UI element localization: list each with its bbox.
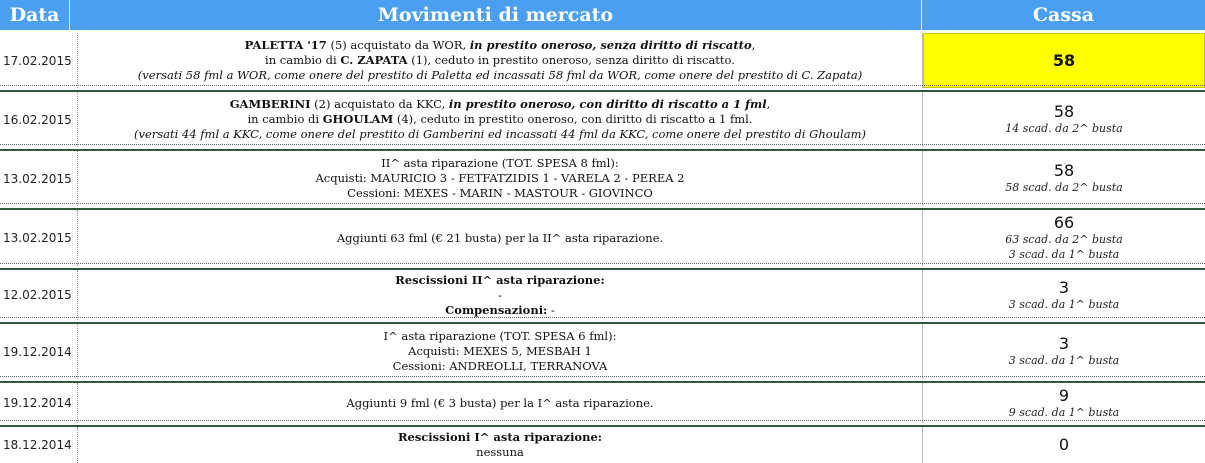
header-cassa[interactable]: Cassa xyxy=(922,0,1205,30)
cassa-note: 9 scad. da 1^ busta xyxy=(1008,405,1120,419)
loan-terms: in prestito oneroso, con diritto di riscatto a 1 fml xyxy=(448,97,767,111)
cassa-note: 63 scad. da 2^ busta xyxy=(1005,233,1123,246)
movement-line xyxy=(78,53,922,68)
table-row[interactable] xyxy=(0,151,1205,206)
movement-cell[interactable] xyxy=(78,324,923,379)
movement-line xyxy=(78,97,922,112)
cassa-cell[interactable] xyxy=(923,210,1205,266)
cassa-cell[interactable] xyxy=(923,383,1205,423)
cassa-value: 0 xyxy=(1058,435,1070,454)
movement-cell[interactable] xyxy=(78,33,923,88)
cassa-note: 3 scad. da 1^ busta xyxy=(1008,248,1120,261)
movement-note: (versati 44 fml a KKC, come onere del prestito di Gamberini ed incassati 44 fml da KKC, come onere del prestito di Ghoulam) xyxy=(134,127,866,141)
section-title: Rescissioni II^ asta riparazione: xyxy=(395,272,605,287)
player-name: GHOULAM xyxy=(322,112,394,126)
movement-text: (5) acquistato da WOR, xyxy=(326,38,470,52)
movement-cell[interactable] xyxy=(78,270,923,320)
movement-note: (versati 58 fml a WOR, come onere del prestito di Paletta ed incassati 58 fml da WOR, come onere del prestito di C. Zapata) xyxy=(137,68,863,82)
movement-cell[interactable] xyxy=(78,151,923,206)
movement-cell[interactable] xyxy=(78,92,923,147)
cassa-value: 3 xyxy=(1058,277,1070,297)
movement-text: in cambio di xyxy=(265,53,341,67)
movement-line: II^ asta riparazione (TOT. SPESA 8 fml): xyxy=(381,156,619,170)
cassa-note: 3 scad. da 1^ busta xyxy=(1008,354,1120,367)
table-row[interactable] xyxy=(0,383,1205,423)
table-row[interactable] xyxy=(0,324,1205,379)
cassa-cell[interactable] xyxy=(923,33,1205,88)
player-name: PALETTA '17 xyxy=(244,38,327,52)
movement-text: in cambio di xyxy=(247,112,323,126)
cassa-note: 14 scad. da 2^ busta xyxy=(1005,122,1123,135)
cassa-cell[interactable] xyxy=(923,324,1205,379)
cassa-cell[interactable] xyxy=(923,92,1205,147)
cassa-value: 3 xyxy=(1058,334,1070,353)
date-cell[interactable]: 13.02.2015 xyxy=(0,151,78,206)
punctuation: , xyxy=(766,97,771,111)
movement-line: Cessioni: MEXES - MARIN - MASTOUR - GIOVINCO xyxy=(347,186,653,200)
table-row[interactable] xyxy=(0,427,1205,463)
movement-cell[interactable] xyxy=(78,427,923,463)
cassa-value: 58 xyxy=(1053,161,1075,180)
movement-line xyxy=(78,38,922,53)
cassa-note: 58 scad. da 2^ busta xyxy=(1005,181,1123,194)
table-row[interactable] xyxy=(0,270,1205,320)
header-data[interactable]: Data xyxy=(0,0,70,30)
movement-line: I^ asta riparazione (TOT. SPESA 6 fml): xyxy=(383,329,617,343)
cassa-value: 58 xyxy=(1053,102,1075,121)
cassa-cell[interactable] xyxy=(923,270,1205,320)
date-cell[interactable]: 19.12.2014 xyxy=(0,383,78,423)
date-cell[interactable]: 17.02.2015 xyxy=(0,33,78,88)
section-title: Compensazioni: xyxy=(445,302,548,317)
section-title: Rescissioni I^ asta riparazione: xyxy=(397,430,603,444)
movement-line: Aggiunti 63 fml (€ 21 busta) per la II^ asta riparazione. xyxy=(336,230,664,245)
movement-text: - xyxy=(547,302,555,317)
movement-line: Acquisti: MAURICIO 3 - FETFATZIDIS 1 - VARELA 2 - PEREA 2 xyxy=(315,171,685,185)
cassa-value: 58 xyxy=(1052,50,1076,70)
table-row[interactable] xyxy=(0,210,1205,266)
cassa-value: 9 xyxy=(1058,385,1070,405)
movement-text: (2) acquistato da KKC, xyxy=(310,97,449,111)
movement-line xyxy=(78,112,922,127)
movement-line: Aggiunti 9 fml (€ 3 busta) per la I^ asta riparazione. xyxy=(346,395,654,410)
movement-cell[interactable] xyxy=(78,383,923,423)
player-name: C. ZAPATA xyxy=(340,53,408,67)
header-movimenti[interactable]: Movimenti di mercato xyxy=(70,0,922,30)
table-row[interactable] xyxy=(0,92,1205,147)
cassa-note: 3 scad. da 1^ busta xyxy=(1008,297,1120,311)
movement-text: (1), ceduto in prestito oneroso, senza diritto di riscatto. xyxy=(407,53,735,67)
date-cell[interactable]: 18.12.2014 xyxy=(0,427,78,463)
table-row[interactable] xyxy=(0,33,1205,88)
cassa-cell[interactable] xyxy=(923,151,1205,206)
player-name: GAMBERINI xyxy=(229,97,311,111)
cassa-cell[interactable] xyxy=(923,427,1205,463)
date-cell[interactable]: 16.02.2015 xyxy=(0,92,78,147)
movement-text: (4), ceduto in prestito oneroso, con diritto di riscatto a 1 fml. xyxy=(393,112,753,126)
movement-line: nessuna xyxy=(476,445,524,459)
date-cell[interactable]: 19.12.2014 xyxy=(0,324,78,379)
movement-cell[interactable] xyxy=(78,210,923,266)
punctuation: , xyxy=(751,38,756,52)
cassa-value: 66 xyxy=(1053,213,1075,232)
movement-line: - xyxy=(498,287,502,302)
date-cell[interactable]: 13.02.2015 xyxy=(0,210,78,266)
movement-line: Acquisti: MEXES 5, MESBAH 1 xyxy=(408,344,592,358)
loan-terms: in prestito oneroso, senza diritto di riscatto xyxy=(469,38,752,52)
movement-line: Cessioni: ANDREOLLI, TERRANOVA xyxy=(392,359,608,373)
date-cell[interactable]: 12.02.2015 xyxy=(0,270,78,320)
